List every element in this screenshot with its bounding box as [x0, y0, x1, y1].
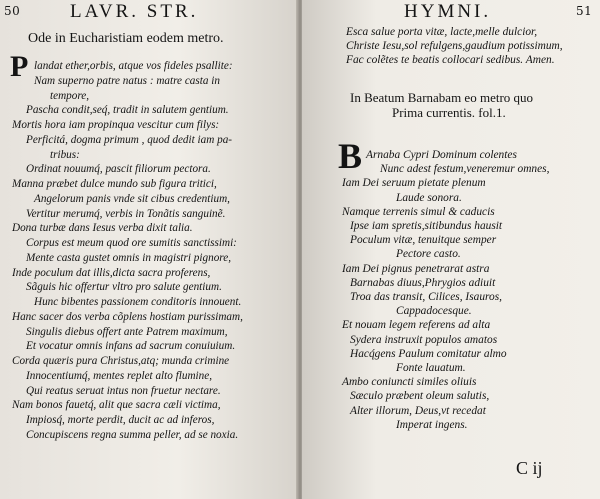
verse-line: Barnabas diuus,Phrygios adiuit: [350, 276, 496, 289]
verse-line: Sãguis hic offertur vltro pro salute gentium.: [26, 281, 222, 294]
verse-line: Poculum vitæ, tenuitque semper: [350, 234, 497, 247]
verse-line: tribus:: [50, 148, 80, 161]
verse-line: Singulis diebus offert ante Patrem maximum,: [26, 325, 228, 338]
hymn-title-line-1: In Beatum Barnabam eo metro quo: [350, 90, 534, 105]
verse-line: Sydera instruxit populos amatos: [350, 333, 498, 346]
verse-line: Hunc bibentes passionem conditoris innouent.: [34, 296, 242, 308]
verse-line: Mortis hora iam propinqua vescitur cum filys:: [12, 119, 220, 131]
verse-line: Mente casta gustet omnis in magistri pignore,: [26, 251, 231, 264]
running-head-right: HYMNI.: [404, 1, 492, 22]
signature-mark: C ij: [516, 458, 543, 478]
ode-title: Ode in Eucharistiam eodem metro.: [28, 31, 224, 46]
verse-line: Troa das transit, Cilices, Isauros,: [350, 291, 503, 304]
verse-line: Qui reatus seruat intus non fruetur nectare.: [26, 384, 221, 397]
verse-line: Alter illorum, Deus,vt recedat: [350, 404, 486, 417]
verse-line: Hanc sacer dos verba cõplens hostiam purissimam,: [12, 310, 243, 323]
verse-line: Ipse iam spretis,sitibundus hausit: [350, 220, 503, 233]
verse-line: Cappadocesque.: [396, 305, 472, 318]
verse-line: tempore,: [50, 89, 90, 102]
verse-line: Manna præbet dulce mundo sub figura tritici,: [12, 178, 217, 190]
verse-line: Sæculo præbent oleum salutis,: [350, 390, 490, 403]
verse-line: Perficitá, dogma primum , quod dedit iam pa-: [26, 133, 233, 146]
verse-line: Vertitur merumq́, verbis in Tonãtis sanguinẽ.: [26, 207, 226, 220]
verse-line: Fonte lauatum.: [396, 362, 466, 375]
verse-line: Pascha condit,seq́, tradit in salutem gentium.: [26, 104, 229, 117]
verse-line: Esca salue porta vitæ, lacte,melle dulcior,: [346, 26, 538, 38]
verse-line: Dona turbæ dans Iesus verba dixit talia.: [12, 222, 193, 235]
verse-line: Iam Dei pignus penetrarat astra: [342, 262, 490, 275]
dropcap-right: B: [338, 136, 363, 176]
verse-line: Ordinat nouumq́, pascit filiorum pectora.: [26, 163, 211, 176]
verse-line: Inde poculum dat illis,dicta sacra proferens,: [12, 266, 211, 279]
verse-line: Nam superno patre natus : matre casta in: [34, 74, 220, 87]
verse-line: Concupiscens regna summa peller, ad se noxia.: [26, 428, 239, 441]
verse-line: Namque terrenis simul & caducis: [342, 205, 495, 218]
verse-line: Angelorum panis vnde sit cibus credentium,: [34, 192, 230, 205]
left-verse-block: [12, 59, 243, 443]
verse-line: Impiosq́, morte perdit, ducit ac ad inferos,: [26, 414, 215, 426]
verse-line: Christe Iesu,sol refulgens,gaudium potissimum,: [346, 40, 563, 53]
left-page: [0, 0, 298, 499]
verse-line: Nam bonos fauetq́, alit que sacra cæli victima,: [12, 399, 221, 412]
running-head-left: LAVR. STR.: [70, 1, 199, 22]
verse-line: Nunc adest festum,veneremur omnes,: [380, 163, 550, 176]
verse-line: Imperat ingens.: [396, 418, 468, 431]
verse-line: Hacq́gens Paulum comitatur almo: [350, 347, 507, 360]
verse-line: landat ether,orbis, atque vos fideles psallite:: [34, 60, 233, 72]
verse-line: Laude sonora.: [396, 191, 462, 204]
verse-line: Corda quæris pura Christus,atq; munda crimine: [12, 355, 230, 367]
right-page: [302, 0, 600, 499]
verse-line: Pectore casto.: [396, 248, 461, 261]
page-number-left: 50: [4, 4, 21, 18]
page-number-right: 51: [576, 4, 593, 18]
verse-line: Et nouam legem referens ad alta: [342, 319, 491, 332]
hymn-verse-block: [342, 148, 550, 432]
verse-line: Ambo coniuncti similes oliuis: [342, 376, 477, 389]
verse-line: Innocentiumq́, mentes replet alto flumine,: [26, 369, 213, 382]
hymn-title-line-2: Prima currentis. fol.1.: [392, 105, 506, 120]
verse-line: Fac colẽtes te beatis collocari sedibus. Amen.: [346, 54, 555, 67]
verse-line: Iam Dei seruum pietate plenum: [342, 177, 486, 190]
closing-stanza: [332, 25, 563, 68]
verse-line: Corpus est meum quod ore sumitis sanctissimi:: [26, 237, 237, 249]
verse-line: Arnaba Cypri Dominum colentes: [366, 149, 517, 161]
verse-line: Et vocatur omnis infans ad sacrum conuiuium.: [26, 340, 236, 353]
dropcap-left: P: [10, 50, 29, 83]
